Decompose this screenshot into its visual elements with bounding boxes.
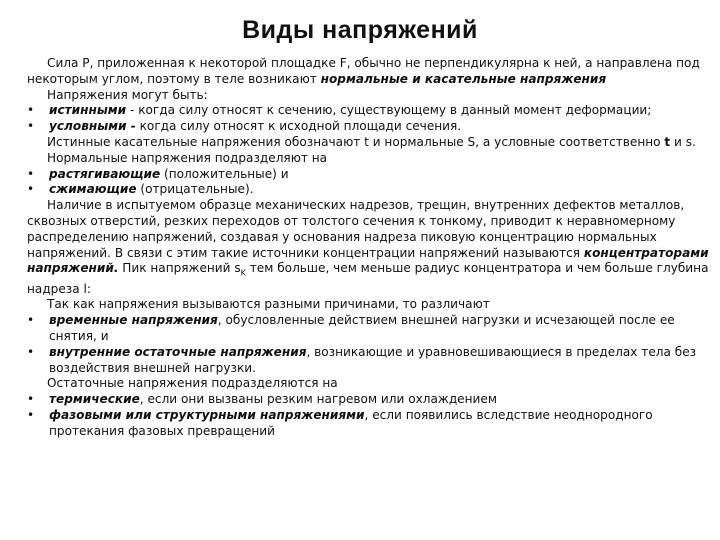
bullet-text: , если появились вследствие неоднородного протекания фазовых превращений [49,407,653,438]
paragraph-causes: Так как напряжения вызываются разными причинами, то различают [47,297,490,312]
peak-tail: тем больше, чем меньше радиус концентратора и чем больше глубина надреза l: [27,261,709,296]
bullet-residual [27,345,711,377]
concentrators-emphasis: концентраторами напряжений. [27,245,709,276]
bullet-icon: • [27,182,35,197]
bullet-tensile [27,167,711,183]
bullet-term: внутренние остаточные напряжения [49,344,307,359]
intro-emphasis: нормальные и касательные напряжения [320,71,607,86]
bullet-thermal [27,392,711,408]
bullet-true-stress [27,103,711,119]
bullet-term: растягивающие [49,166,161,181]
paragraph-concentrators [27,198,711,297]
paragraph-notation [27,135,711,151]
bullet-icon: • [27,407,35,422]
bullet-icon: • [27,392,35,407]
bullet-text: (отрицательные). [136,182,254,197]
bullet-icon: • [27,344,35,359]
bullet-term: условными - [49,119,136,134]
paragraph-types: Напряжения могут быть: [47,87,208,102]
page-title: Виды напряжений [242,16,478,44]
bullet-term: сжимающие [49,182,137,197]
bullet-term: термические [49,392,140,407]
bullet-icon: • [27,313,35,328]
paragraph-normal-stress: Нормальные напряжения подразделяют на [47,150,328,165]
concentrators-text: Наличие в испытуемом образце механических надрезов, трещин, внутренних дефектов металлов, сквозных отверстий, резких переходов от толстого сечения к тонкому, приводит к неравномерному распределению напряжений, создавая у основания надреза пиковую концентрацию нормальных напряжений. В связи с этим такие источники концентрации напряжений называются [27,198,685,260]
bullet-temporary [27,313,711,345]
bullet-term: истинными [49,103,127,118]
bullet-text: , возникающие и уравновешивающиеся в пределах тела без воздействия внешней нагрузки. [49,344,697,375]
notation-symbol-t: t [664,134,671,149]
bullet-text: (положительные) и [160,166,289,181]
slide-body [27,56,711,440]
bullet-icon: • [27,103,35,118]
bullet-compressive [27,182,711,198]
intro-text: Сила P, приложенная к некоторой площадке F, обычно не перпендикулярна к ней, а направлена под некоторым углом, поэтому в теле возникают [27,56,700,86]
bullet-phase [27,408,711,440]
bullet-term: фазовыми или структурными напряжениями [49,407,365,422]
bullet-text: когда силу относят к исходной площади сечения. [135,119,462,134]
bullet-icon: • [27,119,35,134]
paragraph-residual-types: Остаточные напряжения подразделяются на [47,376,338,391]
bullet-text: - когда силу относят к сечению, существующему в данный момент деформации; [126,103,652,118]
bullet-text: , обусловленные действием внешней нагрузки и исчезающей после ее снятия, и [49,313,675,343]
notation-and: и [670,134,686,149]
bullet-conditional-stress [27,119,711,135]
bullet-text: , если они вызваны резким нагревом или охлаждением [139,392,497,407]
paragraph-intro [27,56,711,88]
peak-subscript: K [240,268,246,278]
notation-text: Истинные касательные напряжения обозначают t и нормальные S, а условные соответственно [47,134,665,149]
peak-text: Пик напряжений s [118,261,241,276]
bullet-term: временные напряжения [49,313,218,328]
bullet-icon: • [27,166,35,181]
notation-symbol-s: s. [685,134,696,149]
